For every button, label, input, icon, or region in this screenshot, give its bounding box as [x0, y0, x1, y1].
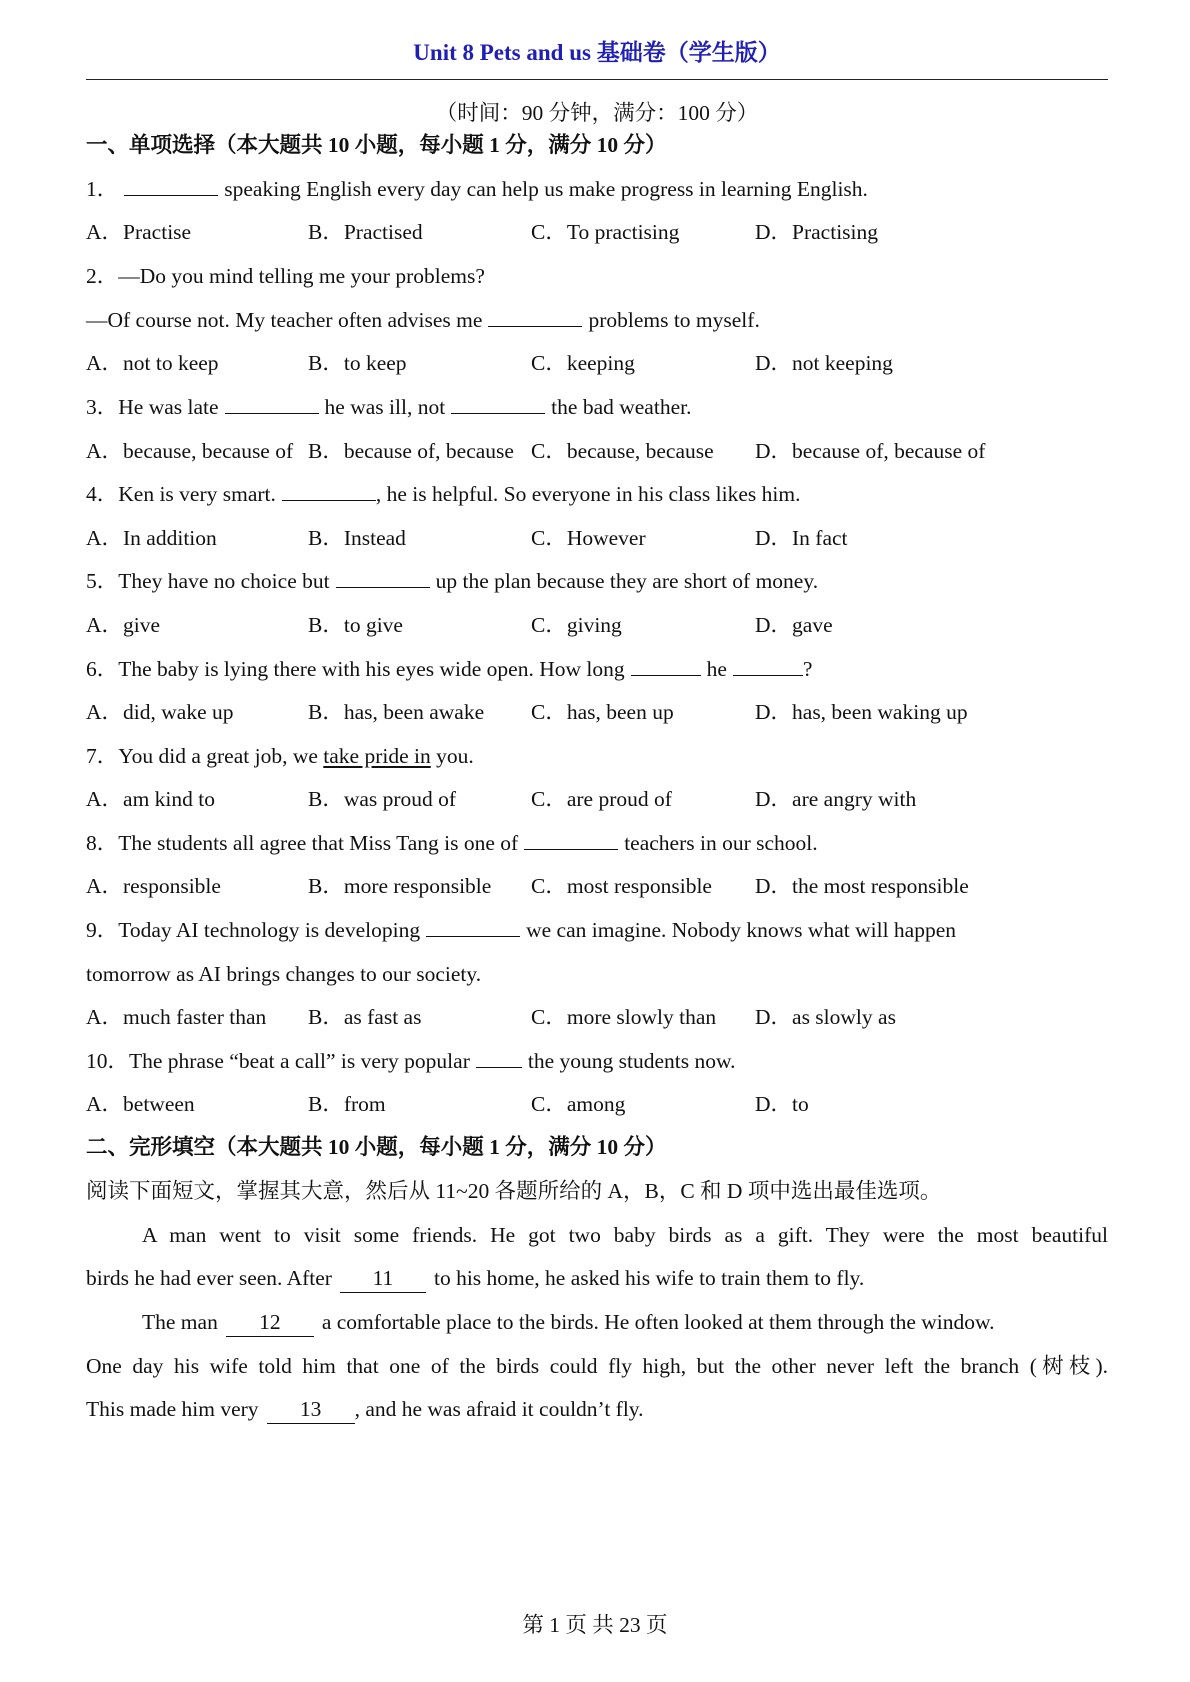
option-1b[interactable]: B．Practised [308, 220, 423, 244]
option-6a[interactable]: A．did, wake up [86, 700, 234, 724]
passage-line-5: This made him very 13 , and he was afraid it couldn’t fly. [86, 1395, 644, 1424]
option-3c[interactable]: C．because, because [531, 439, 714, 463]
cloze-blank-11[interactable]: 11 [340, 1264, 426, 1293]
option-9d[interactable]: D．as slowly as [755, 1005, 896, 1029]
option-3b[interactable]: B．because of, because [308, 439, 514, 463]
option-4a[interactable]: A．In addition [86, 526, 217, 550]
page-number: 第 1 页 共 23 页 [522, 1613, 668, 1637]
option-1c[interactable]: C．To practising [531, 220, 680, 244]
option-4d[interactable]: D．In fact [755, 526, 848, 550]
option-4c[interactable]: C．However [531, 526, 646, 550]
question-9: 9．Today AI technology is developing we can imagine. Nobody knows what will happen [86, 918, 956, 942]
question-7: 7．You did a great job, we take pride in you. [86, 744, 474, 768]
option-9b[interactable]: B．as fast as [308, 1005, 422, 1029]
passage-line-3: The man 12 a comfortable place to the birds. He often looked at them through the window. [142, 1308, 995, 1337]
option-1a[interactable]: A．Practise [86, 220, 192, 244]
option-5c[interactable]: C．giving [531, 613, 622, 637]
option-7d[interactable]: D．are angry with [755, 787, 917, 811]
passage-line-2: birds he had ever seen. After 11 to his home, he asked his wife to train them to fly. [86, 1264, 864, 1293]
option-6d[interactable]: D．has, been waking up [755, 700, 968, 724]
option-3d[interactable]: D．because of, because of [755, 439, 986, 463]
section1-heading: 一、单项选择（本大题共 10 小题，每小题 1 分，满分 10 分） [86, 133, 667, 157]
option-2d[interactable]: D．not keeping [755, 351, 893, 375]
option-5d[interactable]: D．gave [755, 613, 833, 637]
option-7a[interactable]: A．am kind to [86, 787, 215, 811]
question-1: 1． speaking English every day can help us make progress in learning English. [86, 177, 868, 201]
option-8b[interactable]: B．more responsible [308, 874, 492, 898]
option-9a[interactable]: A．much faster than [86, 1005, 267, 1029]
option-6b[interactable]: B．has, been awake [308, 700, 485, 724]
passage-line-4: One day his wife told him that one of the birds could fly high, but the other never left the branch (树枝). [86, 1354, 1108, 1378]
option-7b[interactable]: B．was proud of [308, 787, 457, 811]
question-3: 3．He was late he was ill, not the bad weather. [86, 395, 692, 419]
cloze-blank-12[interactable]: 12 [226, 1308, 314, 1337]
exam-time-info: （时间：90 分钟，满分：100 分） [435, 101, 759, 125]
option-8a[interactable]: A．responsible [86, 874, 221, 898]
question-8: 8．The students all agree that Miss Tang is one of teachers in our school. [86, 831, 818, 855]
option-8c[interactable]: C．most responsible [531, 874, 712, 898]
option-10b[interactable]: B．from [308, 1092, 386, 1116]
option-2b[interactable]: B．to keep [308, 351, 407, 375]
passage-line-1: A man went to visit some friends. He got two baby birds as a gift. They were the most beautiful [142, 1223, 1108, 1247]
option-9c[interactable]: C．more slowly than [531, 1005, 717, 1029]
option-3a[interactable]: A．because, because of [86, 439, 294, 463]
option-10d[interactable]: D．to [755, 1092, 809, 1116]
option-5b[interactable]: B．to give [308, 613, 403, 637]
section2-instruction: 阅读下面短文，掌握其大意，然后从 11~20 各题所给的 A，B，C 和 D 项中选出最佳选项。 [86, 1179, 942, 1203]
option-4b[interactable]: B．Instead [308, 526, 406, 550]
question-2-line1: 2．—Do you mind telling me your problems? [86, 264, 485, 288]
underlined-phrase: take pride in [323, 744, 431, 768]
question-6: 6．The baby is lying there with his eyes wide open. How long he ? [86, 657, 813, 681]
option-1d[interactable]: D．Practising [755, 220, 879, 244]
option-2a[interactable]: A．not to keep [86, 351, 219, 375]
title-divider [86, 79, 1108, 80]
option-10c[interactable]: C．among [531, 1092, 626, 1116]
option-5a[interactable]: A．give [86, 613, 161, 637]
document-title: Unit 8 Pets and us 基础卷（学生版） [413, 40, 781, 65]
option-6c[interactable]: C．has, been up [531, 700, 674, 724]
question-10: 10．The phrase “beat a call” is very popular the young students now. [86, 1049, 736, 1073]
question-4: 4．Ken is very smart. , he is helpful. So everyone in his class likes him. [86, 482, 801, 506]
question-9-line2: tomorrow as AI brings changes to our society. [86, 962, 482, 986]
question-5: 5．They have no choice but up the plan because they are short of money. [86, 569, 819, 593]
option-8d[interactable]: D．the most responsible [755, 874, 969, 898]
option-2c[interactable]: C．keeping [531, 351, 635, 375]
section2-heading: 二、完形填空（本大题共 10 小题，每小题 1 分，满分 10 分） [86, 1135, 667, 1159]
option-10a[interactable]: A．between [86, 1092, 195, 1116]
question-2: —Of course not. My teacher often advises me problems to myself. [86, 308, 760, 332]
cloze-blank-13[interactable]: 13 [267, 1395, 355, 1424]
option-7c[interactable]: C．are proud of [531, 787, 672, 811]
